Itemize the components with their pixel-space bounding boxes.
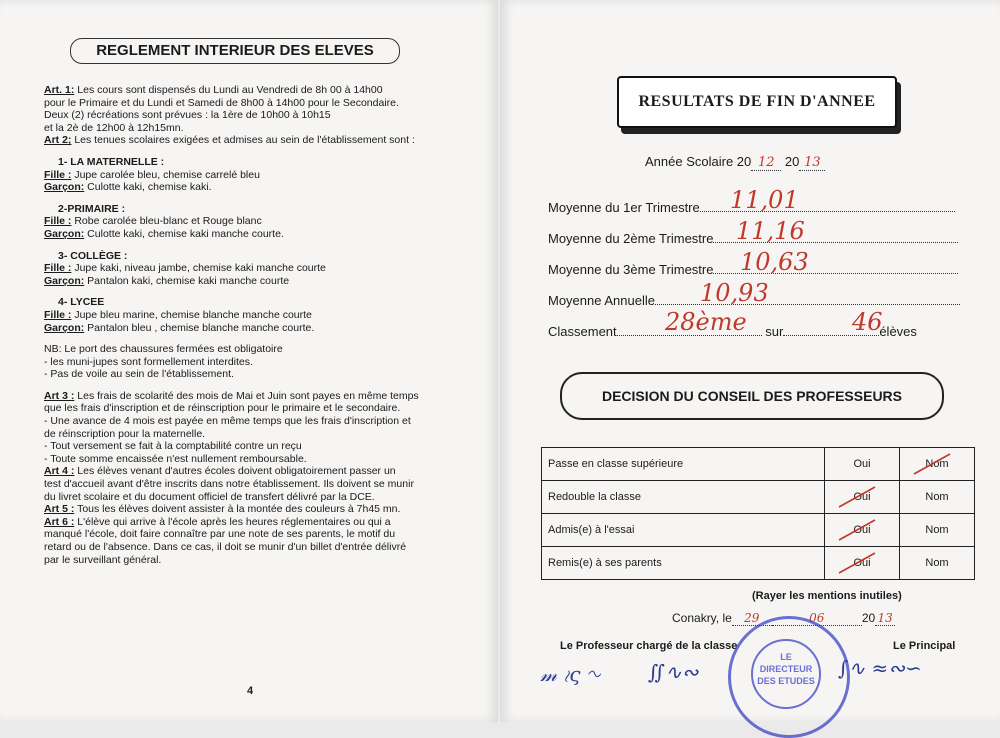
- art1-line: [44, 84, 484, 97]
- art4-line: test d'accueil avant d'être inscrits dans notre établissement. Ils doivent se munir: [44, 478, 414, 491]
- annee-sep: 20: [784, 154, 800, 169]
- art6-line: [44, 516, 484, 529]
- date-day: 29: [744, 611, 760, 625]
- rayer-note: (Rayer les mentions inutiles): [752, 590, 902, 602]
- garcon-label: Garçon:: [44, 181, 85, 194]
- date-year-prefix: 20: [861, 611, 876, 625]
- art3-line: - Toute somme encaissée n'est nullement remboursable.: [44, 452, 307, 465]
- art6-text: L'élève qui arrive à l'école après les heures réglementaires ou qui a: [74, 515, 391, 528]
- strike-mark: [910, 452, 954, 476]
- reglement-body: [44, 84, 484, 566]
- nb-line: - Pas de voile au sein de l'établissement.: [44, 368, 234, 381]
- decision-label: Remis(e) à ses parents: [542, 547, 825, 580]
- decision-label: Admis(e) à l'essai: [542, 514, 825, 547]
- section-heading: 2-PRIMAIRE :: [58, 202, 126, 215]
- art1-line: Deux (2) récréations sont prévues : la 1ère de 10h00 à 10h15: [44, 109, 331, 122]
- art6-label: Art 6 :: [44, 515, 75, 528]
- section-heading: 4- LYCEE: [58, 296, 105, 309]
- moyenne-value: 11,16: [736, 217, 805, 245]
- garcon-label: Garçon:: [44, 321, 85, 334]
- fille-line: [44, 169, 484, 182]
- garcon-text: Pantalon kaki, chemise kaki manche courte: [84, 274, 290, 287]
- conakry-label: Conakry, le: [672, 611, 732, 625]
- decision-label: Passe en classe supérieure: [542, 448, 825, 481]
- oui-cell: [825, 481, 900, 514]
- fille-line: [44, 309, 484, 322]
- nb-line: - les muni-jupes sont formellement interdites.: [44, 355, 253, 368]
- art6-line: retard ou de l'absence. Dans ce cas, il doit se munir d'un billet d'entrée délivré: [44, 541, 407, 553]
- moyenne-label: Moyenne Annuelle: [548, 293, 655, 308]
- left-page: [0, 0, 498, 722]
- oui-cell: [825, 448, 900, 481]
- decision-row: [542, 481, 975, 514]
- moyenne-label: Moyenne du 3ème Trimestre: [548, 262, 714, 277]
- garcon-text: Culotte kaki, chemise kaki manche courte.: [84, 227, 284, 240]
- non-cell: [900, 547, 975, 580]
- art1-label: Art. 1:: [44, 84, 75, 96]
- art4-line: [44, 465, 484, 478]
- moyenne-label: Moyenne du 2ème Trimestre: [548, 231, 714, 246]
- moyenne-label: Moyenne du 1er Trimestre: [548, 200, 700, 215]
- non-text: Nom: [925, 557, 949, 569]
- annee-label: Année Scolaire 20: [645, 154, 752, 169]
- page-number: 4: [247, 685, 254, 697]
- garcon-label: Garçon:: [44, 274, 85, 287]
- art3-line: - Une avance de 4 mois est payée en même temps que les frais d'inscription et: [44, 415, 411, 428]
- moyenne-value: 10,93: [700, 279, 769, 307]
- garcon-text: Pantalon bleu , chemise blanche manche courte.: [84, 321, 315, 334]
- art3-line: [44, 390, 484, 403]
- art1-line: pour le Primaire et du Lundi et Samedi de 8h00 à 14h00 pour le Secondaire.: [44, 96, 399, 109]
- non-text: Nom: [925, 491, 949, 503]
- non-cell: [900, 448, 975, 481]
- reglement-title: REGLEMENT INTERIEUR DES ELEVES: [70, 38, 400, 64]
- oui-text: Oui: [853, 491, 871, 503]
- moyenne-value: 11,01: [730, 186, 799, 214]
- date-month: 06: [809, 611, 825, 625]
- teacher-signature: 𝓂 ≀ς ∿: [540, 662, 600, 686]
- date-year-hw: 13: [877, 611, 893, 625]
- strike-mark: [835, 551, 879, 575]
- oui-cell: [825, 547, 900, 580]
- strike-mark: [835, 485, 879, 509]
- fille-text: Jupe carolée bleu, chemise carrelé bleu: [71, 168, 260, 181]
- principal-signature: ∫∿ ≈∾∽: [838, 656, 922, 680]
- fille-line: [44, 262, 484, 275]
- eleves-label: élèves: [879, 324, 917, 339]
- official-stamp: [728, 616, 850, 738]
- art6-line: par le surveillant général.: [44, 553, 162, 566]
- oui-text: Oui: [853, 524, 871, 536]
- classement-value: 28ème: [665, 308, 747, 336]
- sur-value: 46: [852, 308, 883, 336]
- fille-label: Fille :: [44, 215, 72, 228]
- decision-table: [541, 447, 975, 580]
- moyenne-value: 10,63: [740, 248, 809, 276]
- decision-row: [542, 448, 975, 481]
- art3-label: Art 3 :: [44, 389, 75, 402]
- annee-scolaire: [645, 154, 825, 171]
- art5-line: [44, 503, 484, 516]
- garcon-label: Garçon:: [44, 227, 85, 240]
- strike-mark: [835, 518, 879, 542]
- decision-row: [542, 547, 975, 580]
- professeur-label: Le Professeur chargé de la classe: [560, 640, 738, 652]
- garcon-line: [44, 275, 484, 288]
- fille-line: [44, 215, 484, 228]
- art1-text: Les cours sont dispensés du Lundi au Vendredi de 8h 00 à 14h00: [74, 84, 383, 96]
- art2-label: Art 2;: [44, 134, 72, 147]
- art3-line: - Tout versement se fait à la comptabilité contre un reçu: [44, 440, 302, 453]
- resultats-title: RESULTATS DE FIN D'ANNEE: [617, 76, 897, 128]
- section-heading: 3- COLLÈGE :: [58, 249, 128, 262]
- art4-text: Les élèves venant d'autres écoles doivent obligatoirement passer un: [74, 465, 396, 478]
- fille-label: Fille :: [44, 168, 72, 181]
- art5-text: Tous les élèves doivent assister à la montée des couleurs à 7h45 mn.: [74, 503, 401, 516]
- art4-line: du livret scolaire et du document officiel de transfert délivré par la DCE.: [44, 490, 375, 503]
- nb-line: NB: Le port des chaussures fermées est obligatoire: [44, 343, 283, 356]
- oui-text: Oui: [853, 557, 871, 569]
- decision-title: DECISION DU CONSEIL DES PROFESSEURS: [560, 372, 944, 420]
- garcon-text: Culotte kaki, chemise kaki.: [84, 181, 212, 194]
- fille-label: Fille :: [44, 262, 72, 275]
- principal-label: Le Principal: [893, 640, 956, 652]
- garcon-line: [44, 228, 484, 241]
- art2-text: Les tenues scolaires exigées et admises au sein de l'établissement sont :: [71, 134, 415, 147]
- art3-line: de réinscription pour la maternelle.: [44, 427, 206, 440]
- decision-row: [542, 514, 975, 547]
- fille-text: Robe carolée bleu-blanc et Rouge blanc: [71, 215, 262, 228]
- art6-line: manqué l'école, doit faire connaître par une note de ses parents, le motif du: [44, 528, 396, 541]
- decision-label: Redouble la classe: [542, 481, 825, 514]
- fille-text: Jupe bleu marine, chemise blanche manche courte: [71, 308, 312, 321]
- section-heading: 1- LA MATERNELLE :: [58, 155, 165, 168]
- teacher-signature-2: ∬∿∾: [648, 660, 699, 684]
- art3-text: Les frais de scolarité des mois de Mai et Juin sont payes en même temps: [74, 389, 419, 402]
- annee-hw-start: 12: [757, 155, 775, 170]
- non-cell: [900, 514, 975, 547]
- annee-hw-end: 13: [804, 155, 821, 170]
- art2-line: [44, 134, 484, 147]
- oui-cell: [825, 514, 900, 547]
- art5-label: Art 5 :: [44, 503, 75, 516]
- fille-label: Fille :: [44, 308, 72, 321]
- non-text: Nom: [925, 458, 949, 470]
- art1-line: et la 2è de 12h00 à 12h15mn.: [44, 121, 184, 134]
- stamp-center: LE DIRECTEUR DES ETUDES: [751, 639, 821, 709]
- non-cell: [900, 481, 975, 514]
- sur-label: sur: [765, 324, 784, 339]
- art4-label: Art 4 :: [44, 465, 75, 478]
- non-text: Nom: [925, 524, 949, 536]
- classement-label: Classement: [548, 324, 617, 339]
- fille-text: Jupe kaki, niveau jambe, chemise kaki manche courte: [71, 262, 326, 275]
- garcon-line: [44, 322, 484, 335]
- art3-line: que les frais d'inscription et de réinscription pour le primaire et le secondaire.: [44, 402, 401, 415]
- garcon-line: [44, 181, 484, 194]
- oui-text: Oui: [853, 458, 871, 470]
